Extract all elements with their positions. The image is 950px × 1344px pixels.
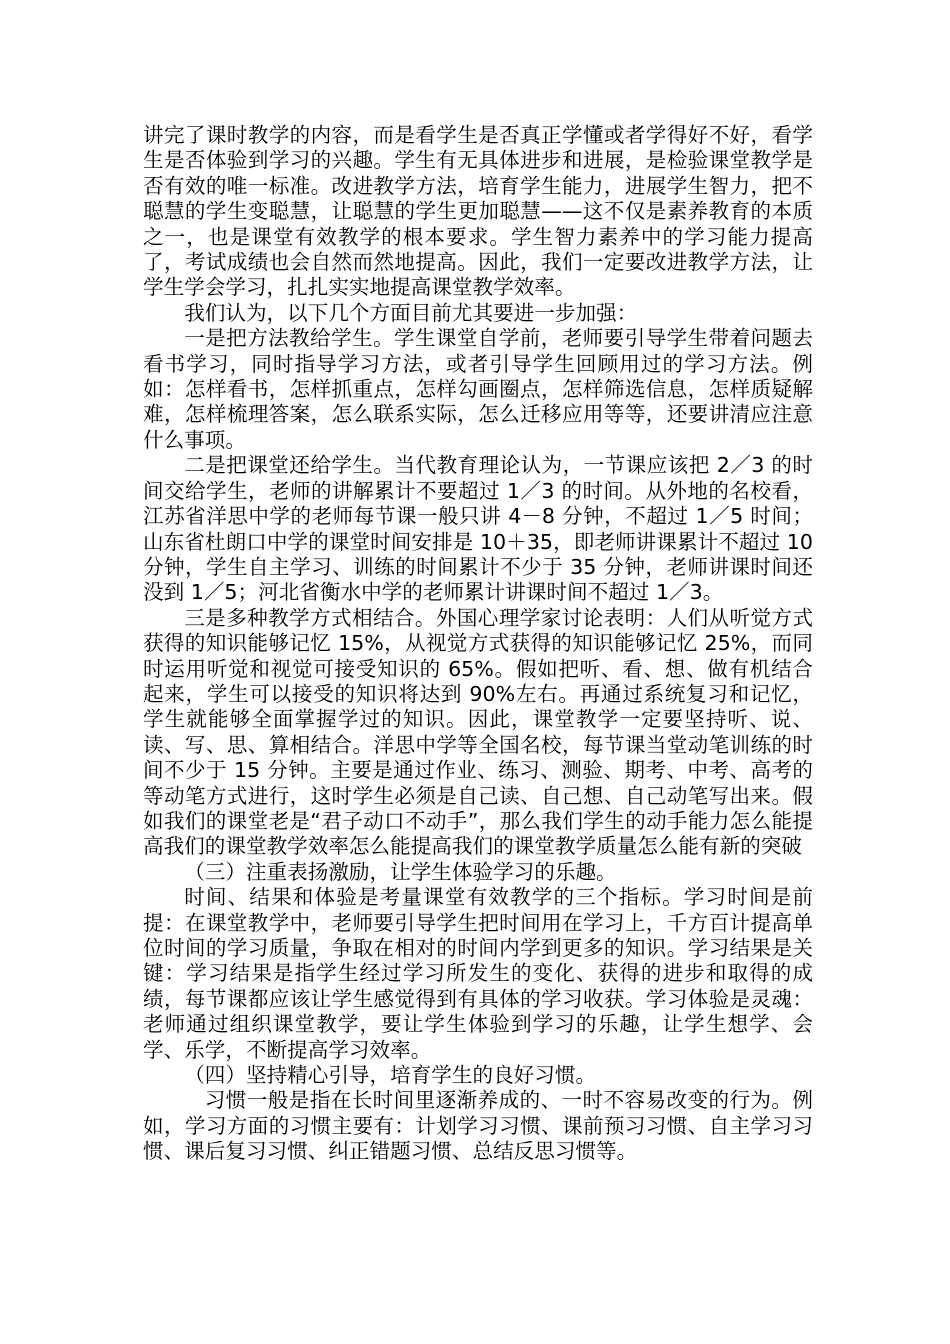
paragraph-point-one: 一是把方法教给学生。学生课堂自学前，老师要引导学生带着问题去看书学习，同时指导学习方法，或者引导学生回顾用过的学习方法。例如：怎样看书，怎样抓重点，怎样勾画圈点，怎样筛选信息，怎样质疑解难，怎样梳理答案，怎么联系实际，怎么迁移应用等等，还要讲清应注意什么事项。 (143, 326, 813, 452)
paragraph-point-three: 三是多种教学方式相结合。外国心理学家讨论表明：人们从听觉方式获得的知识能够记忆 15%，从视觉方式获得的知识能够记忆 25%，而同时运用听觉和视觉可接受知识的 65%。假如把听、看、想、做有机结合起来，学生可以接受的知识将达到 90%左右。再通过系统复习和记忆，学生就能够全面掌握学过的知识。因此，课堂教学一定要坚持听、说、读、写、思、算相结合。洋思中学等全国名校，每节课当堂动笔训练的时间不少于 15 分钟。主要是通过作业、练习、测验、期考、中考、高考的等动笔方式进行，这时学生必须是自己读、自己想、自己动笔写出来。假如我们的课堂老是“君子动口不动手”，那么我们学生的动手能力怎么能提高我们的课堂教学效率怎么能提高我们的课堂教学质量怎么能有新的突破 (143, 605, 813, 859)
paragraph-section-three: 时间、结果和体验是考量课堂有效教学的三个指标。学习时间是前提：在课堂教学中，老师要引导学生把时间用在学习上，千方百计提高单位时间的学习质量，争取在相对的时间内学到更多的知识。学习结果是关键：学习结果是指学生经过学习所发生的变化、获得的进步和取得的成绩，每节课都应该让学生感觉得到有具体的学习收获。学习体验是灵魂：老师通过组织课堂教学，要让学生体验到学习的乐趣，让学生想学、会学、乐学，不断提高学习效率。 (143, 885, 813, 1062)
paragraph-intro: 我们认为，以下几个方面目前尤其要进一步加强： (184, 300, 638, 325)
document-body (143, 123, 813, 1165)
paragraph-section-four: 习惯一般是指在长时间里逐渐养成的、一时不容易改变的行为。例如，学习方面的习惯主要有：计划学习习惯、课前预习习惯、自主学习习惯、课后复习习惯、纠正错题习惯、总结反思习惯等。 (143, 1088, 813, 1164)
paragraph-continued: 讲完了课时教学的内容，而是看学生是否真正学懂或者学得好不好，看学生是否体验到学习的兴趣。学生有无具体进步和进展，是检验课堂教学是否有效的唯一标准。改进教学方法，培育学生能力，进展学生智力，把不聪慧的学生变聪慧，让聪慧的学生更加聪慧——这不仅是素养教育的本质之一，也是课堂有效教学的根本要求。学生智力素养中的学习能力提高了，考试成绩也会自然而然地提高。因此，我们一定要改进教学方法，让学生学会学习，扎扎实实地提高课堂教学效率。 (143, 123, 813, 300)
section-heading-four: （四）坚持精心引导，培育学生的良好习惯。 (184, 1063, 597, 1088)
section-heading-three: （三）注重表扬激励，让学生体验学习的乐趣。 (184, 859, 617, 884)
paragraph-point-two: 二是把课堂还给学生。当代教育理论认为，一节课应该把 2／3 的时间交给学生，老师的讲解累计不要超过 1／3 的时间。从外地的名校看，江苏省洋思中学的老师每节课一般只讲 4－8 分钟，不超过 1／5 时间；山东省杜朗口中学的课堂时间安排是 10＋35，即老师讲课累计不超过 10 分钟，学生自主学习、训练的时间累计不少于 35 分钟，老师讲课时间还没到 1／5；河北省衡水中学的老师累计讲课时间不超过 1／3。 (143, 453, 813, 605)
